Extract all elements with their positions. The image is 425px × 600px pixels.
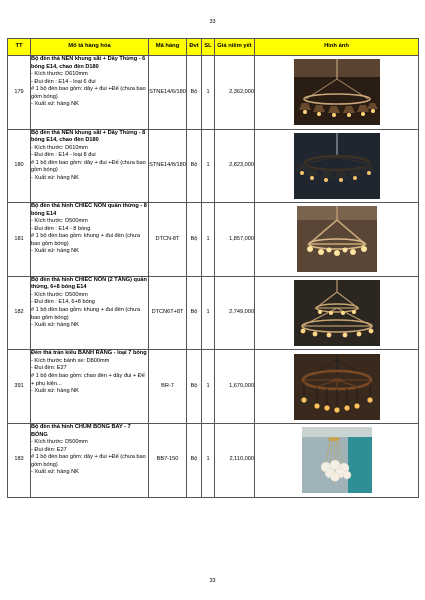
row-number: 391 xyxy=(8,350,31,424)
row-number: 181 xyxy=(8,203,31,277)
product-code: DTCN-8T xyxy=(149,203,187,277)
unit: Bộ xyxy=(187,423,202,497)
product-code: STNE14/8/180 xyxy=(149,129,187,203)
row-number: 180 xyxy=(8,129,31,203)
spec-line: # 1 bộ đèn bao gồm: khung + đui đèn (chưa bao gồm bóng) xyxy=(31,306,141,321)
unit: Bộ xyxy=(187,129,202,203)
list-price: 1,857,000 xyxy=(215,203,255,277)
table-row xyxy=(8,423,419,497)
spec-line: - Đui đèn : E14 - 8 bóng xyxy=(31,225,91,232)
spec-line: - Kích thước bánh xe: D800mm xyxy=(31,357,110,364)
spec-line: # 1 bộ đèn bao gồm: khung + đui đèn (chưa bao gồm bóng) xyxy=(31,233,141,247)
product-code: BB7-150 xyxy=(149,423,187,497)
table-row xyxy=(8,276,419,350)
product-code: BR-7 xyxy=(149,350,187,424)
product-title: Đèn thả trần kiểu BÁNH RĂNG - loại 7 bóng xyxy=(31,350,147,357)
table-row xyxy=(8,56,419,130)
spec-line: - Đui đèn: E27 xyxy=(31,365,67,372)
row-number: 179 xyxy=(8,56,31,130)
header-unit: Đvt xyxy=(187,39,202,56)
header-description: Mô tả hàng hóa xyxy=(31,39,149,56)
spec-line: - Kích thước: D500mm xyxy=(31,439,88,446)
spec-line: - Đui đèn : E14 - loại 6 đui xyxy=(31,78,96,85)
row-number: 182 xyxy=(8,276,31,350)
spec-line: # 1 bộ đèn bao gồm: dây + đui +Đế (chưa bao gồm bóng) xyxy=(31,454,146,468)
product-title: Bộ đèn thả hình CHIẾC NÓN quấn thừng - 8 bóng E14 xyxy=(31,203,147,217)
spec-line: - Kích thước: D610mm xyxy=(31,71,88,78)
list-price: 1,670,000 xyxy=(215,350,255,424)
product-title: Bộ đèn thả NẾN khung sắt + Dây Thừng - 8 bóng E14, chao đèn D180 xyxy=(31,129,146,144)
header-qty: SL xyxy=(202,39,215,56)
spec-line: - Đui đèn : E14 - loại 8 đui xyxy=(31,152,96,159)
balloon-cluster-pendant-photo-icon xyxy=(302,427,372,493)
quantity: 1 xyxy=(202,129,215,203)
spec-line: - Xuất xứ: hàng NK xyxy=(31,322,79,329)
product-title: Bộ đèn thả NẾN khung sắt + Dây Thừng - 6 bóng E14, chao đèn D180 xyxy=(31,56,146,70)
unit: Bộ xyxy=(187,350,202,424)
header-price: Giá niêm yết xyxy=(215,39,255,56)
row-number: 183 xyxy=(8,423,31,497)
unit: Bộ xyxy=(187,203,202,277)
spec-line: - Xuất xứ: hàng NK xyxy=(31,469,79,476)
product-title: Bộ đèn thả hình CHIẾC NÓN (2 TẦNG) quấn thừng, 6+8 bóng E14 xyxy=(31,276,147,291)
header-tt: TT xyxy=(8,39,31,56)
table-row xyxy=(8,203,419,277)
page-number-top: 33 xyxy=(209,19,216,25)
rope-chandelier-8-photo-icon xyxy=(294,133,380,199)
spec-line: - Xuất xứ: hàng NK xyxy=(31,174,79,181)
list-price: 2,823,000 xyxy=(215,129,255,203)
page-number-bottom: 33 xyxy=(209,578,216,584)
hat-rope-chandelier-photo-icon xyxy=(297,206,377,272)
quantity: 1 xyxy=(202,276,215,350)
table-header-row xyxy=(8,39,419,56)
spec-line: - Đui đèn : E14, 6+8 bóng xyxy=(31,299,95,306)
spec-line: - Kích thước: D500mm xyxy=(31,291,88,298)
list-price: 2,749,000 xyxy=(215,276,255,350)
rope-chandelier-6-photo-icon xyxy=(294,59,380,125)
row-description xyxy=(31,350,149,424)
two-tier-hat-chandelier-photo-icon xyxy=(294,280,380,346)
header-image: Hình ảnh xyxy=(255,39,419,56)
row-description xyxy=(31,129,149,203)
header-code: Mã hàng xyxy=(149,39,187,56)
spec-line: # 1 bộ đèn bao gồm: chao đèn + dây đui + Đế + phụ kiện... xyxy=(31,373,145,387)
product-code: DTCN6T+8T xyxy=(149,276,187,350)
spec-line: - Kích thước: D500mm xyxy=(31,218,88,225)
quantity: 1 xyxy=(202,350,215,424)
unit: Bộ xyxy=(187,56,202,130)
table-row xyxy=(8,129,419,203)
list-price: 2,110,000 xyxy=(215,423,255,497)
product-title: Bộ đèn thả hình CHÙM BÓNG BAY - 7 BÓNG xyxy=(31,423,131,438)
product-catalog-table xyxy=(7,38,419,498)
spec-line: # 1 bộ đèn bao gồm: dây + đui +Đế (chưa bao gồm bóng) xyxy=(31,86,146,100)
table-row xyxy=(8,350,419,424)
row-description xyxy=(31,203,149,277)
quantity: 1 xyxy=(202,423,215,497)
row-description xyxy=(31,276,149,350)
quantity: 1 xyxy=(202,203,215,277)
quantity: 1 xyxy=(202,56,215,130)
spec-line: - Kích thước: D610mm xyxy=(31,144,88,151)
spec-line: # 1 bộ đèn bao gồm: dây + đui +Đế (chưa bao gồm bóng) xyxy=(31,159,146,174)
row-description xyxy=(31,56,149,130)
product-code: STNE14/6/180 xyxy=(149,56,187,130)
spec-line: - Xuất xứ: hàng NK xyxy=(31,388,79,395)
unit: Bộ xyxy=(187,276,202,350)
spec-line: - Đui đèn: E27 xyxy=(31,446,67,453)
wagon-wheel-chandelier-photo-icon xyxy=(294,354,380,420)
list-price: 2,362,000 xyxy=(215,56,255,130)
spec-line: - Xuất xứ: hàng NK xyxy=(31,248,79,255)
spec-line: - Xuất xứ: hàng NK xyxy=(31,101,79,108)
row-description xyxy=(31,423,149,497)
